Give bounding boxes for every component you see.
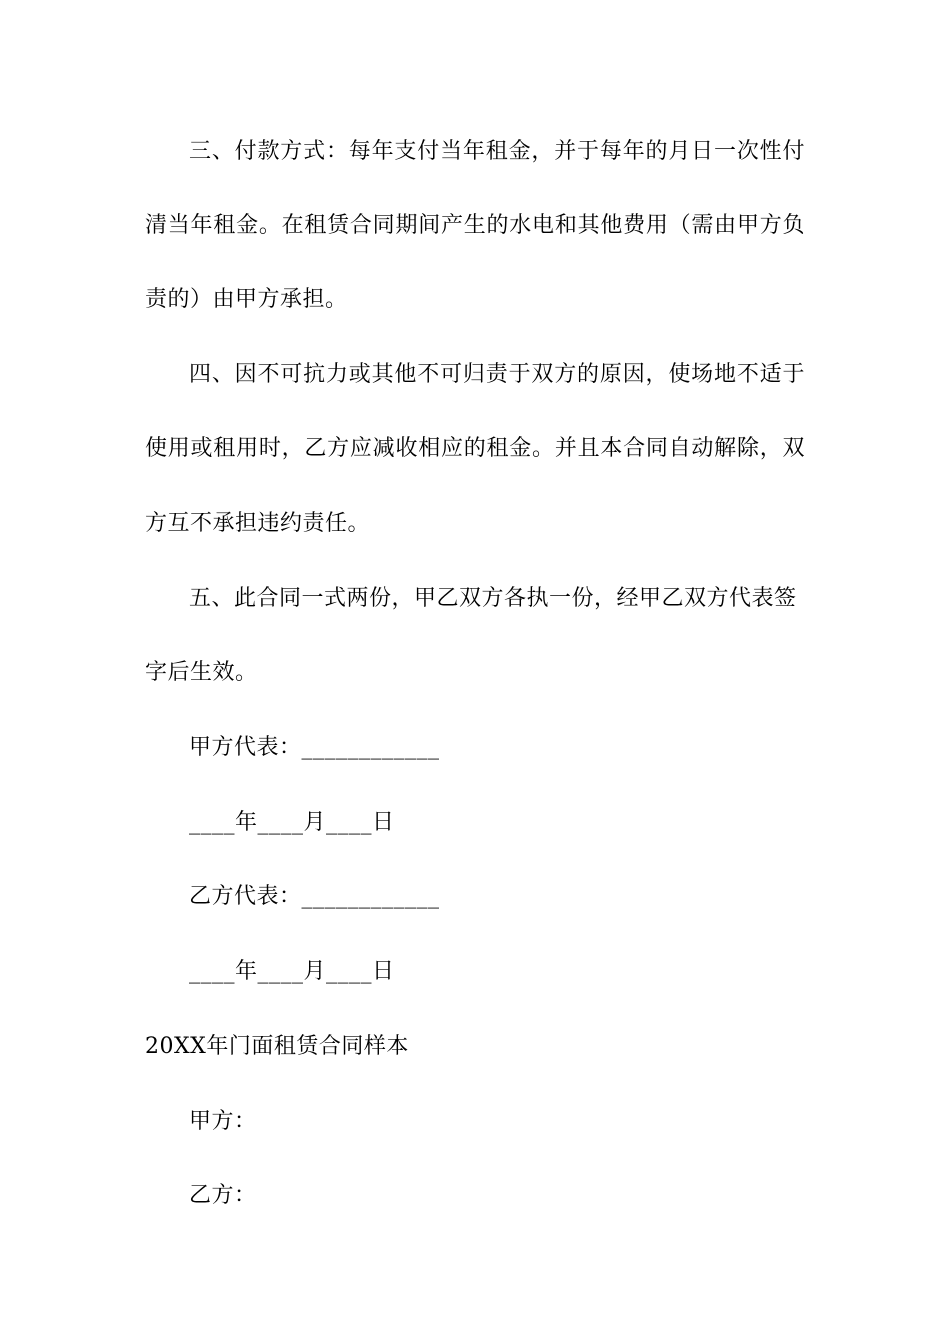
- clause-3-line-1: 三、付款方式：每年支付当年租金，并于每年的月日一次性付: [189, 139, 805, 164]
- clause-5-line-1: 五、此合同一式两份，甲乙双方各执一份，经甲乙双方代表签: [189, 586, 797, 611]
- party-b-date: ____年____月____日: [189, 959, 395, 984]
- next-document-title: 20XX年门面租赁合同样本: [145, 1034, 409, 1059]
- clause-4-line-3: 方互不承担违约责任。: [145, 511, 371, 536]
- clause-3-line-2: 清当年租金。在租赁合同期间产生的水电和其他费用（需由甲方负: [145, 213, 805, 238]
- clause-3-line-3: 责的）由甲方承担。: [145, 287, 348, 312]
- next-document-party-a: 甲方：: [189, 1109, 257, 1134]
- party-b-representative: 乙方代表：____________: [189, 884, 440, 909]
- clause-4-line-1: 四、因不可抗力或其他不可归责于双方的原因，使场地不适于: [189, 362, 805, 387]
- party-a-date: ____年____月____日: [189, 810, 395, 835]
- party-a-representative: 甲方代表：____________: [189, 735, 440, 760]
- clause-4-line-2: 使用或租用时，乙方应减收相应的租金。并且本合同自动解除，双: [145, 436, 805, 461]
- next-document-party-b: 乙方：: [189, 1183, 257, 1208]
- clause-5-line-2: 字后生效。: [145, 660, 258, 685]
